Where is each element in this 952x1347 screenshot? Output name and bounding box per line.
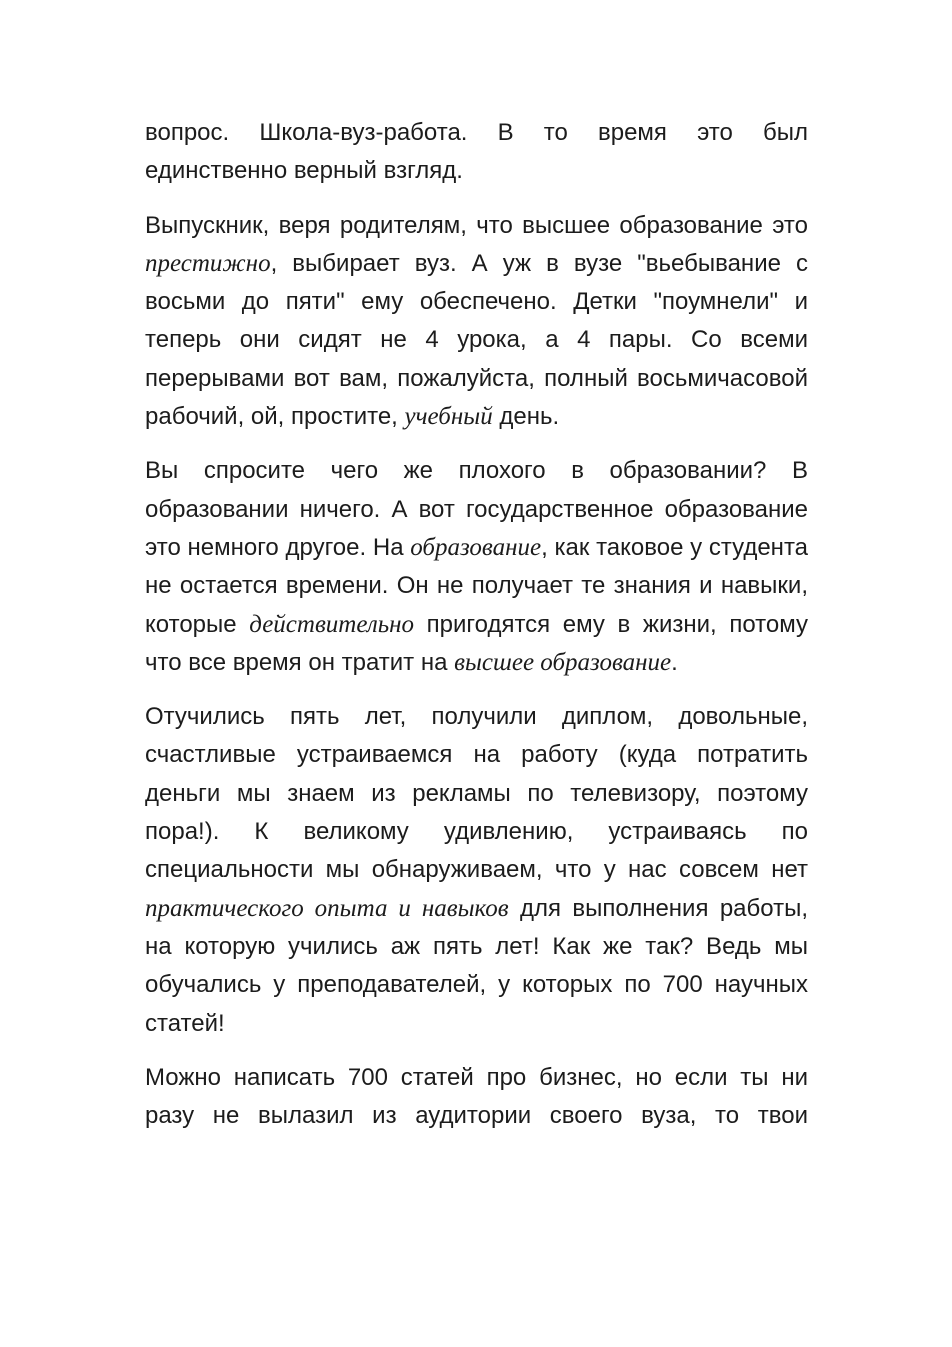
italic-run: учебный: [404, 403, 493, 431]
text-run: Можно написать 700 статей про бизнес, но если ты ни разу не вылазил из аудитории своего вуза, то твои: [145, 1063, 808, 1130]
text-run: Вы спросите чего же плохого в образовании? В образовании ничего. А вот государственное образование это немного другое. На: [145, 457, 808, 561]
paragraph-5: [145, 1059, 808, 1136]
italic-run: действительно: [249, 610, 415, 638]
italic-run: практического опыта и навыков: [145, 894, 509, 922]
text-run: , как таковое у студента не остается времени. Он не получает те знания и навыки, которые: [145, 533, 809, 638]
text-run: вопрос. Школа-вуз-работа. В то время это был единственно верный взгляд.: [145, 119, 808, 185]
document-page: [145, 114, 808, 1151]
text-run: Отучились пять лет, получили диплом, довольные, счастливые устраиваемся на работу (куда потратить деньги мы знаем из рекламы по телевизору, поэтому пора!). К великому удивлению, устраиваясь по специальности мы обнаруживаем, что у нас совсем нет: [145, 703, 808, 884]
italic-run: образование: [410, 533, 542, 561]
text-run: пригодятся ему в жизни, потому что все время он тратит на: [145, 610, 809, 676]
paragraph-4: [145, 698, 808, 1043]
text-run: Выпускник, веря родителям, что высшее образование это: [145, 211, 808, 239]
text-run: для выполнения работы, на которую учились аж пять лет! Как же так? Ведь мы обучались у преподавателей, у которых по 700 научных статей!: [145, 894, 808, 1037]
paragraph-2: [145, 207, 808, 437]
italic-run: высшее образование: [454, 648, 672, 676]
text-run: день.: [492, 403, 560, 431]
text-run: .: [671, 648, 678, 676]
paragraph-3: [145, 452, 808, 682]
italic-run: престижно: [145, 249, 271, 277]
paragraph-1: [145, 114, 808, 191]
text-run: , выбирает вуз. А уж в вузе "вьебывание с восьми до пяти" ему обеспечено. Детки "поумнели" и теперь они сидят не 4 урока, а 4 пары. Со всеми перерывами вот вам, пожалуйста, полный восьмичасовой рабочий, ой, простите,: [145, 249, 808, 431]
